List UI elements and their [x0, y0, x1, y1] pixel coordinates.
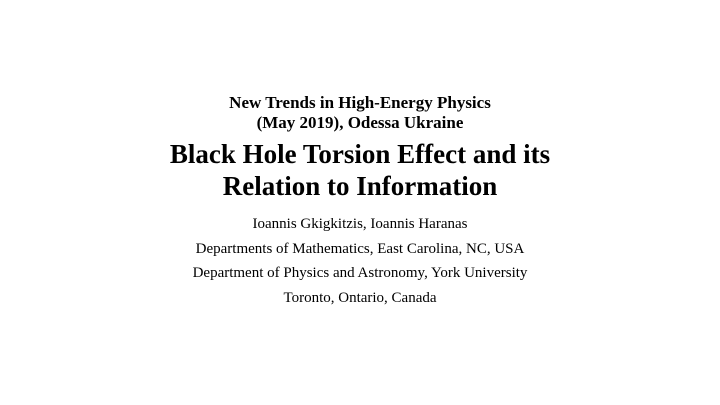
affiliation-1: Departments of Mathematics, East Carolina, NC, USA	[195, 240, 525, 257]
affiliation-location: Toronto, Ontario, Canada	[283, 289, 437, 306]
conference-heading	[0, 93, 720, 133]
conference-name: New Trends in High-Energy Physics	[229, 93, 491, 112]
author-block	[0, 212, 720, 310]
title-line-1: Black Hole Torsion Effect and its	[169, 139, 551, 169]
affiliation-2: Department of Physics and Astronomy, York University	[192, 265, 528, 281]
conference-date-location: (May 2019), Odessa Ukraine	[256, 113, 464, 132]
author-names: Ioannis Gkigkitzis, Ioannis Haranas	[252, 216, 468, 232]
title-line-2: Relation to Information	[222, 171, 498, 201]
presentation-title	[0, 138, 720, 202]
